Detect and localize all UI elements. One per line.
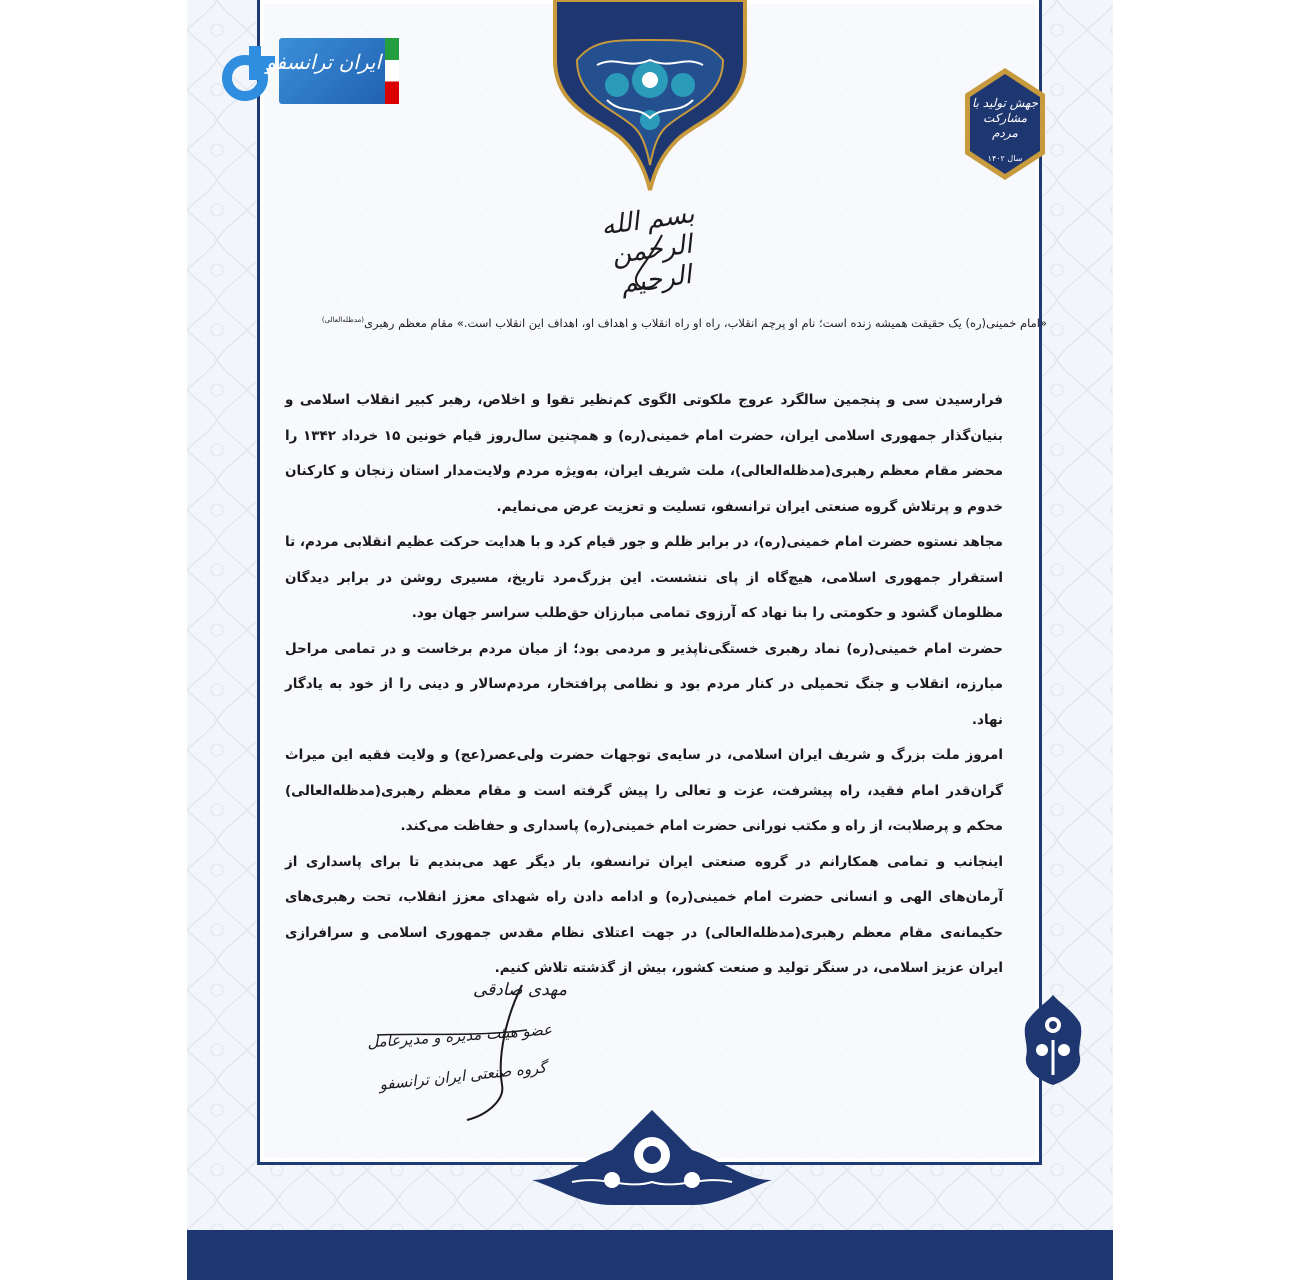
top-ornament-icon	[547, 0, 753, 190]
paragraph: مجاهد نستوه حضرت امام خمینی(ره)، در برابر ظلم و جور قیام کرد و با هدایت حرکت عظیم انقلابی مردم، تا استقرار جمهوری اسلامی، هیچ‌گاه از پای ننشست. این بزرگ‌مرد تاریخ، مسیری روشن در برابر دیدگان مظلومان گشود و حکومتی را بنا نهاد که آرزوی تمامی مبارزان حق‌طلب سراسر جهان بود.	[285, 534, 1003, 621]
logo-banner	[266, 38, 399, 104]
company-logo	[219, 38, 401, 106]
side-ornament-icon	[1022, 995, 1084, 1085]
letter-body	[285, 383, 1003, 987]
letter-page	[187, 0, 1113, 1280]
paragraph: امروز ملت بزرگ و شریف ایران اسلامی، در سایه‌ی توجهات حضرت ولی‌عصر(عج) و ولایت فقیه این میراث گران‌قدر امام فقید، راه پیشرفت، عزت و تعالی را پیش گرفته است و مقام معظم رهبری(مدظله‌العالی) محکم و پرصلابت، از راه و مکتب نورانی حضرت امام خمینی(ره) پاسداری و حفاظت می‌کند.	[285, 747, 1003, 834]
paragraph: اینجانب و تمامی همکارانم در گروه صنعتی ایران ترانسفو، بار دیگر عهد می‌بندیم تا برای پاسداری از آرمان‌های الهی و انسانی حضرت امام خمینی(ره) و ادامه دادن راه شهدای معزز انقلاب، تحت رهبری‌های حکیمانه‌ی مقام معظم رهبری(مدظله‌العالی) در جهت اعتلای نظام مقدس جمهوری اسلامی و سرافرازی ایران عزیز اسلامی، در سنگر تولید و صنعت کشور، بیش از گذشته تلاش کنیم.	[285, 853, 1003, 976]
signatory-name: مهدی صادقی	[472, 980, 567, 1000]
signatory-company: گروه صنعتی ایران ترانسفو	[378, 1058, 548, 1094]
leader-quote	[267, 316, 1047, 330]
badge-year: سال ۱۴۰۲	[987, 154, 1023, 163]
basmala-text: بسم الله الرحمن الرحیم	[599, 198, 697, 300]
bottom-ornament-icon	[532, 1110, 772, 1210]
logo-text: ایران ترانسفو	[266, 50, 381, 74]
badge-slogan: جهش تولید با مشارکت مردم	[972, 96, 1038, 140]
signature-block	[357, 975, 587, 1125]
signatory-title: عضو هیئت مدیره و مدیرعامل	[366, 1020, 553, 1052]
paragraph: حضرت امام خمینی(ره) نماد رهبری خستگی‌ناپذیر و مردمی بود؛ از میان مردم برخاست و در تمامی مراحل مبارزه، انقلاب و جنگ تحمیلی در کنار مردم بود و نظامی پرافتخار، مردم‌سالار و دینی را از خود به یادگار نهاد.	[285, 640, 1003, 728]
paragraph: فرارسیدن سی و پنجمین سالگرد عروج ملکوتی الگوی کم‌نظیر تقوا و اخلاص، رهبر کبیر انقلاب اسلامی و بنیان‌گذار جمهوری اسلامی ایران، حضرت امام خمینی(ره) و همچنین سال‌روز قیام خونین ۱۵ خرداد ۱۳۴۲ را محضر مقام معظم رهبری(مدظله‌العالی)، ملت شریف ایران، به‌ویژه مردم ولایت‌مدار استان زنجان و کارکنان خدوم و پرتلاش گروه صنعتی ایران ترانسفو، تسلیت و تعزیت عرض می‌نمایم.	[285, 392, 1004, 515]
bottom-band	[187, 1230, 1113, 1280]
basmala	[582, 195, 722, 300]
basmala-flourish-icon	[582, 195, 722, 295]
quote-text: «امام خمینی(ره) یک حقیقت همیشه زنده است؛ نام او پرچم انقلاب، راه او راه انقلاب و اهداف او، اهداف این انقلاب است.» مقام معظم رهبری	[363, 316, 1047, 330]
flag-icon	[385, 38, 399, 104]
quote-suffix: (مدظله‌العالی)	[321, 316, 364, 325]
slogan-badge	[961, 66, 1049, 182]
